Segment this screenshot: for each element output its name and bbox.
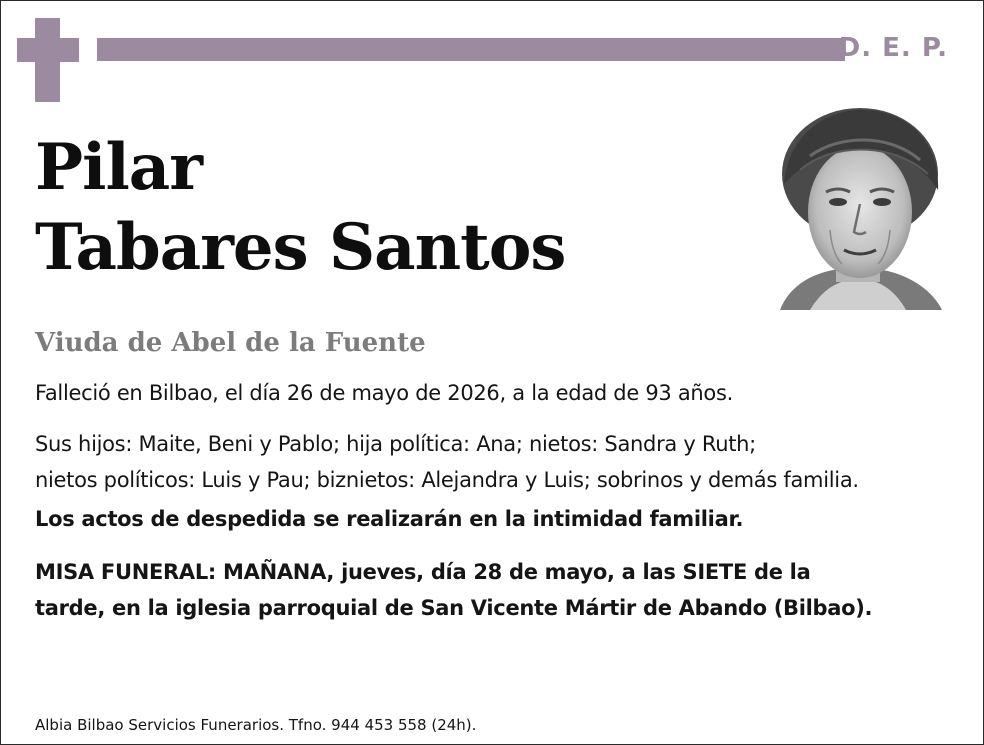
family-line: nietos políticos: Luis y Pau; biznietos: Alejandra y Luis; sobrinos y demás familia. (35, 468, 859, 492)
funeral-mass-notice (35, 554, 872, 626)
funeral-home-footer: Albia Bilbao Servicios Funerarios. Tfno. 944 453 558 (24h). (35, 716, 477, 734)
deceased-subtitle: Viuda de Abel de la Fuente (35, 328, 426, 358)
farewell-notice: Los actos de despedida se realizarán en la intimidad familiar. (35, 507, 744, 531)
death-announcement: Falleció en Bilbao, el día 26 de mayo de 2026, a la edad de 93 años. (35, 381, 733, 405)
deceased-name (35, 128, 565, 288)
cross-horizontal-bar (17, 38, 79, 62)
family-list (35, 426, 859, 498)
deceased-surnames: Tabares Santos (35, 210, 566, 285)
deceased-first-name: Pilar (35, 130, 202, 205)
family-line: Sus hijos: Maite, Beni y Pablo; hija política: Ana; nietos: Sandra y Ruth; (35, 432, 756, 456)
portrait-photo (770, 104, 946, 310)
dep-abbreviation: D. E. P. (838, 33, 948, 63)
mass-line: MISA FUNERAL: MAÑANA, jueves, día 28 de mayo, a las SIETE de la (35, 560, 811, 584)
header-rule (97, 38, 845, 61)
mass-line: tarde, en la iglesia parroquial de San Vicente Mártir de Abando (Bilbao). (35, 596, 873, 620)
